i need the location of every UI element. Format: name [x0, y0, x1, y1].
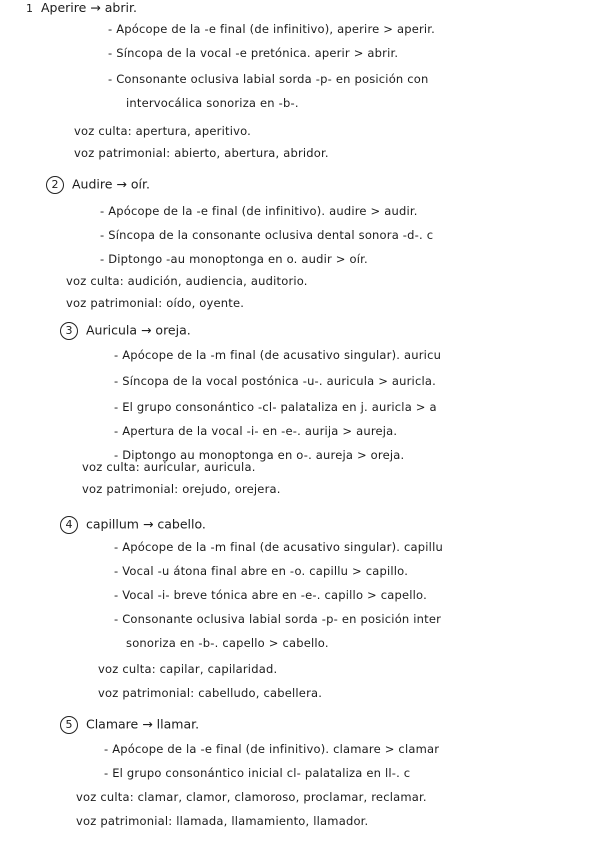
voz-culta-line: voz culta: audición, audiencia, auditorio.: [66, 274, 308, 288]
bullet-line: - El grupo consonántico -cl- palataliza en j. auricla > a: [114, 400, 437, 414]
voz-culta-line: voz culta: capilar, capilaridad.: [98, 662, 278, 676]
bullet-line: - Apócope de la -m final (de acusativo singular). capillu: [114, 540, 443, 554]
bullet-line: - Síncopa de la consonante oclusiva dental sonora -d-. c: [100, 228, 434, 242]
bullet-line: - Apócope de la -m final (de acusativo singular). auricu: [114, 348, 442, 362]
section-3-heading: [60, 322, 191, 340]
bullet-line: - Apócope de la -e final (de infinitivo), aperire > aperir.: [108, 22, 436, 36]
voz-culta-line: voz culta: clamar, clamor, clamoroso, proclamar, reclamar.: [76, 790, 427, 804]
bullet-line: sonoriza en -b-. capello > cabello.: [126, 636, 329, 650]
voz-patrimonial-line: voz patrimonial: cabelludo, cabellera.: [98, 686, 323, 700]
section-number-circle: 3: [60, 322, 78, 340]
bullet-line: - Diptongo -au monoptonga en o. audir > oír.: [100, 252, 368, 266]
bullet-line: intervocálica sonoriza en -b-.: [126, 96, 299, 110]
bullet-line: - Vocal -i- breve tónica abre en -e-. capillo > capello.: [114, 588, 427, 602]
section-number-circle: 2: [46, 176, 64, 194]
section-number: 1: [26, 1, 33, 15]
section-title: Clamare → llamar.: [85, 716, 200, 732]
bullet-line: - Síncopa de la vocal -e pretónica. aperir > abrir.: [108, 46, 399, 60]
section-number-circle: 5: [60, 716, 78, 734]
voz-culta-line: voz culta: apertura, aperitivo.: [74, 124, 252, 138]
bullet-line: - Vocal -u átona final abre en -o. capillu > capillo.: [114, 564, 409, 578]
voz-patrimonial-line: voz patrimonial: llamada, llamamiento, llamador.: [76, 814, 369, 828]
section-1-heading: [26, 0, 137, 17]
section-title: Audire → oír.: [71, 176, 150, 192]
section-4-heading: [60, 516, 206, 534]
section-title: Aperire → abrir.: [40, 0, 137, 15]
voz-culta-line: voz culta: auricular, auricula.: [82, 460, 256, 474]
section-title: capillum → cabello.: [85, 516, 206, 532]
bullet-line: - Diptongo au monoptonga en o-. aureja > oreja.: [114, 448, 405, 462]
bullet-line: - Consonante oclusiva labial sorda -p- en posición con: [108, 72, 429, 86]
voz-patrimonial-line: voz patrimonial: orejudo, orejera.: [82, 482, 281, 496]
section-2-heading: [46, 176, 150, 194]
bullet-line: - Síncopa de la vocal postónica -u-. auricula > auricla.: [114, 374, 436, 388]
bullet-line: - Apócope de la -e final (de infinitivo). clamare > clamar: [104, 742, 440, 756]
bullet-line: - Apócope de la -e final (de infinitivo). audire > audir.: [100, 204, 418, 218]
bullet-line: - Consonante oclusiva labial sorda -p- en posición inter: [114, 612, 442, 626]
section-title: Auricula → oreja.: [85, 322, 191, 338]
bullet-line: - Apertura de la vocal -i- en -e-. aurija > aureja.: [114, 424, 398, 438]
bullet-line: - El grupo consonántico inicial cl- palataliza en ll-. c: [104, 766, 411, 780]
voz-patrimonial-line: voz patrimonial: oído, oyente.: [66, 296, 245, 310]
section-5-heading: [60, 716, 199, 734]
voz-patrimonial-line: voz patrimonial: abierto, abertura, abridor.: [74, 146, 329, 160]
section-number-circle: 4: [60, 516, 78, 534]
